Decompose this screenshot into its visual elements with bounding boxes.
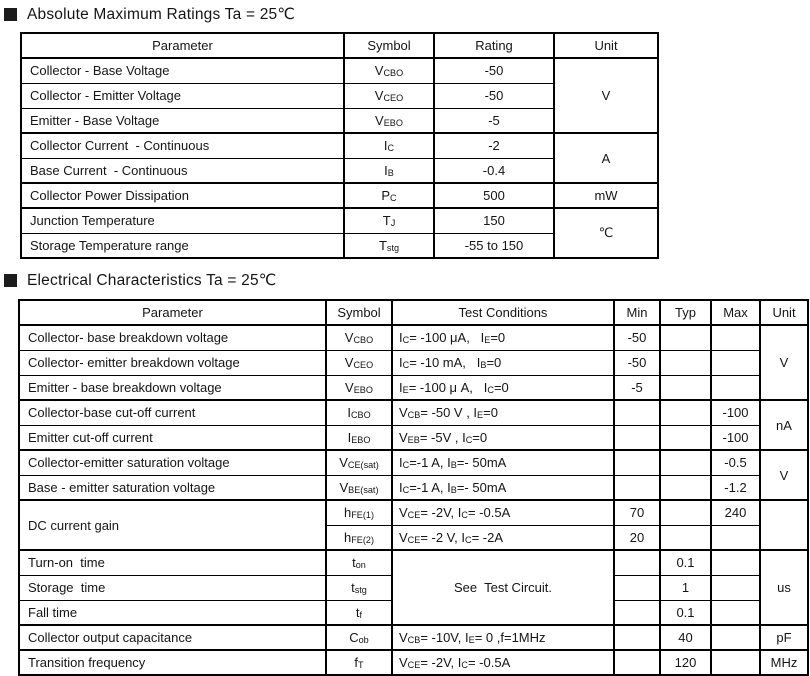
- symbol-cell: $V_{CE(sat)}$: [326, 450, 392, 475]
- typ-cell: 120: [660, 650, 711, 675]
- col-header-typ: Typ: [660, 300, 711, 325]
- max-cell: [711, 350, 760, 375]
- symbol-cell: $t_{stg}$: [326, 575, 392, 600]
- table-row: [19, 625, 808, 650]
- col-header-parameter: Parameter: [21, 33, 344, 58]
- unit-cell: nA: [760, 400, 808, 450]
- conditions-cell: $I_C= -10$ mA, $I_B=0$: [392, 350, 614, 375]
- conditions-cell: $V_{CE}= -2$ V, $I_C= -2A$: [392, 525, 614, 550]
- symbol-cell: $V_{CBO}$: [326, 325, 392, 350]
- col-header-min: Min: [614, 300, 660, 325]
- typ-cell: 1: [660, 575, 711, 600]
- typ-cell: [660, 325, 711, 350]
- section-header-electrical-characteristics: [4, 271, 810, 289]
- parameter-cell: Collector output capacitance: [19, 625, 326, 650]
- symbol-cell: $V_{EBO}$: [326, 375, 392, 400]
- max-cell: [711, 650, 760, 675]
- parameter-cell: Collector- emitter breakdown voltage: [19, 350, 326, 375]
- min-cell: [614, 400, 660, 425]
- col-header-symbol: Symbol: [344, 33, 434, 58]
- parameter-cell: Collector-emitter saturation voltage: [19, 450, 326, 475]
- symbol-cell: $C_{ob}$: [326, 625, 392, 650]
- parameter-cell: Base - emitter saturation voltage: [19, 475, 326, 500]
- typ-cell: [660, 525, 711, 550]
- electrical-characteristics-table: [18, 299, 809, 676]
- unit-cell: pF: [760, 625, 808, 650]
- symbol-cell: $T_{stg}$: [344, 233, 434, 258]
- table-row: [19, 550, 808, 575]
- min-cell: [614, 575, 660, 600]
- parameter-cell: Collector Current - Continuous: [21, 133, 344, 158]
- max-cell: -100: [711, 425, 760, 450]
- conditions-cell: $I_E= -100$ μ A, $I_C=0$: [392, 375, 614, 400]
- table-row: [19, 500, 808, 525]
- min-cell: [614, 600, 660, 625]
- unit-cell: V: [760, 450, 808, 500]
- absolute-maximum-ratings-table: [20, 32, 659, 259]
- table-row: [21, 183, 658, 208]
- table-row: [21, 208, 658, 233]
- symbol-cell: $I_B$: [344, 158, 434, 183]
- black-square-bullet-icon: [4, 8, 17, 21]
- rating-cell: -50: [434, 83, 554, 108]
- symbol-cell: $f_T$: [326, 650, 392, 675]
- symbol-cell: $T_J$: [344, 208, 434, 233]
- parameter-cell: Storage time: [19, 575, 326, 600]
- unit-cell: V: [554, 58, 658, 133]
- typ-cell: 40: [660, 625, 711, 650]
- unit-cell: MHz: [760, 650, 808, 675]
- typ-cell: 0.1: [660, 600, 711, 625]
- min-cell: [614, 650, 660, 675]
- min-cell: 70: [614, 500, 660, 525]
- typ-cell: [660, 475, 711, 500]
- conditions-cell: $I_C= -100$ μA, $I_E=0$: [392, 325, 614, 350]
- max-cell: -100: [711, 400, 760, 425]
- rating-cell: -5: [434, 108, 554, 133]
- unit-cell: A: [554, 133, 658, 183]
- parameter-cell: Emitter cut-off current: [19, 425, 326, 450]
- typ-cell: [660, 450, 711, 475]
- rating-cell: -50: [434, 58, 554, 83]
- parameter-cell: Collector-base cut-off current: [19, 400, 326, 425]
- col-header-symbol: Symbol: [326, 300, 392, 325]
- col-header-rating: Rating: [434, 33, 554, 58]
- min-cell: [614, 425, 660, 450]
- typ-cell: [660, 500, 711, 525]
- conditions-cell: $V_{EB}= -5V$ , $I_C=0$: [392, 425, 614, 450]
- conditions-cell: $V_{CE}= -2V$, $I_C= -0.5A$: [392, 500, 614, 525]
- typ-cell: [660, 350, 711, 375]
- parameter-cell: Transition frequency: [19, 650, 326, 675]
- symbol-cell: $P_C$: [344, 183, 434, 208]
- parameter-cell: Junction Temperature: [21, 208, 344, 233]
- section-header-absolute-maximum-ratings: [4, 5, 810, 23]
- max-cell: [711, 375, 760, 400]
- unit-cell: ℃: [554, 208, 658, 258]
- max-cell: -0.5: [711, 450, 760, 475]
- parameter-cell: Collector- base breakdown voltage: [19, 325, 326, 350]
- max-cell: -1.2: [711, 475, 760, 500]
- parameter-cell: Base Current - Continuous: [21, 158, 344, 183]
- typ-cell: [660, 400, 711, 425]
- symbol-cell: $V_{CEO}$: [344, 83, 434, 108]
- max-cell: [711, 600, 760, 625]
- symbol-cell: $V_{CEO}$: [326, 350, 392, 375]
- symbol-cell: $h_{FE(1)}$: [326, 500, 392, 525]
- symbol-cell: $t_{on}$: [326, 550, 392, 575]
- conditions-cell: $V_{CB}= -50$ V , $I_E=0$: [392, 400, 614, 425]
- table-row: [19, 375, 808, 400]
- rating-cell: -0.4: [434, 158, 554, 183]
- parameter-cell: Fall time: [19, 600, 326, 625]
- rating-cell: -2: [434, 133, 554, 158]
- parameter-cell: Emitter - Base Voltage: [21, 108, 344, 133]
- table-row: [19, 650, 808, 675]
- min-cell: -50: [614, 350, 660, 375]
- parameter-cell: Collector - Emitter Voltage: [21, 83, 344, 108]
- min-cell: 20: [614, 525, 660, 550]
- symbol-cell: $V_{CBO}$: [344, 58, 434, 83]
- min-cell: -50: [614, 325, 660, 350]
- parameter-cell: Collector - Base Voltage: [21, 58, 344, 83]
- parameter-cell: Storage Temperature range: [21, 233, 344, 258]
- col-header-unit: Unit: [554, 33, 658, 58]
- min-cell: -5: [614, 375, 660, 400]
- conditions-cell: See Test Circuit.: [392, 550, 614, 625]
- col-header-test-conditions: Test Conditions: [392, 300, 614, 325]
- rating-cell: -55 to 150: [434, 233, 554, 258]
- min-cell: [614, 550, 660, 575]
- table-row: [19, 450, 808, 475]
- max-cell: 240: [711, 500, 760, 525]
- table-row: [19, 400, 808, 425]
- max-cell: [711, 550, 760, 575]
- max-cell: [711, 325, 760, 350]
- unit-cell: V: [760, 325, 808, 400]
- typ-cell: 0.1: [660, 550, 711, 575]
- symbol-cell: $I_{EBO}$: [326, 425, 392, 450]
- table-row: [19, 350, 808, 375]
- rating-cell: 500: [434, 183, 554, 208]
- table-row: [19, 425, 808, 450]
- parameter-cell: DC current gain: [19, 500, 326, 550]
- parameter-cell: Turn-on time: [19, 550, 326, 575]
- conditions-cell: $I_C=-1$ A, $I_B=-$ 50mA: [392, 450, 614, 475]
- col-header-max: Max: [711, 300, 760, 325]
- unit-cell: [760, 500, 808, 550]
- min-cell: [614, 625, 660, 650]
- table-row: [19, 475, 808, 500]
- col-header-unit: Unit: [760, 300, 808, 325]
- symbol-cell: $t_f$: [326, 600, 392, 625]
- typ-cell: [660, 425, 711, 450]
- conditions-cell: $V_{CB}= -10V$, $I_E= 0$ ,f=1MHz: [392, 625, 614, 650]
- table-row: [21, 133, 658, 158]
- symbol-cell: $V_{BE(sat)}$: [326, 475, 392, 500]
- conditions-cell: $I_C=-1$ A, $I_B=-$ 50mA: [392, 475, 614, 500]
- max-cell: [711, 625, 760, 650]
- unit-cell: mW: [554, 183, 658, 208]
- min-cell: [614, 475, 660, 500]
- min-cell: [614, 450, 660, 475]
- symbol-cell: $I_{CBO}$: [326, 400, 392, 425]
- rating-cell: 150: [434, 208, 554, 233]
- section-title: Absolute Maximum Ratings Ta = 25℃: [27, 5, 295, 23]
- unit-cell: us: [760, 550, 808, 625]
- black-square-bullet-icon: [4, 274, 17, 287]
- section-title: Electrical Characteristics Ta = 25℃: [27, 271, 277, 289]
- max-cell: [711, 575, 760, 600]
- conditions-cell: $V_{CE}= -2V$, $I_C= -0.5A$: [392, 650, 614, 675]
- max-cell: [711, 525, 760, 550]
- symbol-cell: $h_{FE(2)}$: [326, 525, 392, 550]
- symbol-cell: $V_{EBO}$: [344, 108, 434, 133]
- parameter-cell: Collector Power Dissipation: [21, 183, 344, 208]
- table-row: [19, 325, 808, 350]
- symbol-cell: $I_C$: [344, 133, 434, 158]
- col-header-parameter: Parameter: [19, 300, 326, 325]
- table-row: [21, 58, 658, 83]
- parameter-cell: Emitter - base breakdown voltage: [19, 375, 326, 400]
- typ-cell: [660, 375, 711, 400]
